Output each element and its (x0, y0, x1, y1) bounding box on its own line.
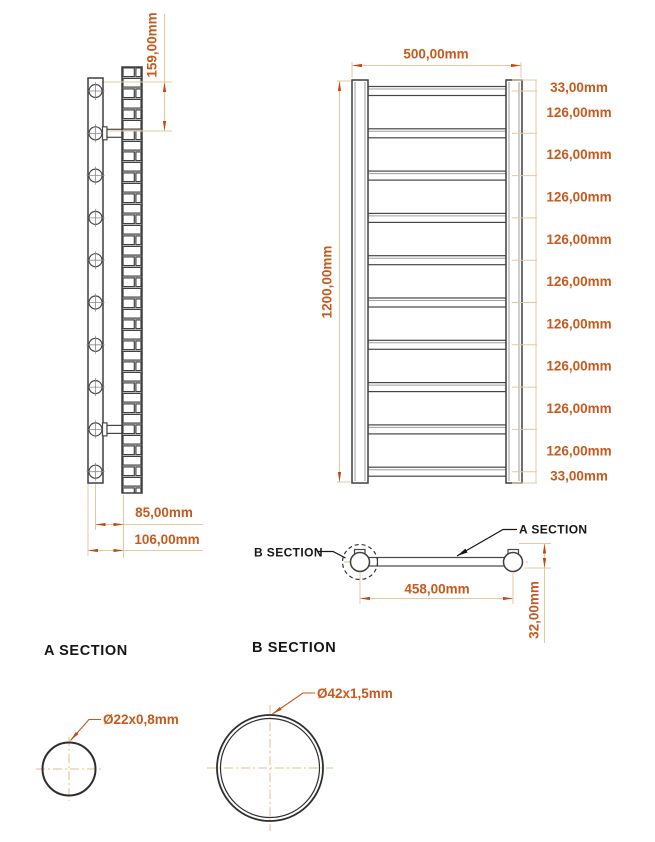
front-view-rungs (368, 87, 506, 477)
dim-label-106: 106,00mm (134, 532, 200, 547)
b-section-spec: Ø42x1,5mm (317, 686, 393, 701)
rung (368, 129, 506, 138)
spacing-label: 33,00mm (550, 80, 608, 95)
callout-a-label: A SECTION (519, 522, 588, 537)
spacing-label: 126,00mm (546, 231, 612, 247)
rung (368, 256, 506, 265)
a-section-spec: Ø22x0,8mm (103, 712, 179, 727)
spacing-label: 126,00mm (546, 274, 612, 290)
tube-plan-left (351, 553, 370, 572)
rung (368, 171, 506, 180)
collector-right (506, 80, 522, 483)
callout-b-label: B SECTION (254, 545, 323, 560)
callout-b-section (254, 546, 346, 560)
rung (368, 340, 506, 349)
rung (368, 298, 506, 307)
b-section-centerlines (207, 705, 333, 831)
rung (368, 87, 506, 96)
tube-plan-right (504, 553, 523, 572)
collector-left (352, 80, 368, 483)
collector-highlights (355, 82, 519, 481)
spacing-label: 126,00mm (546, 401, 612, 416)
rung (368, 425, 506, 434)
a-section-centerlines (36, 737, 102, 801)
dim-total-depth (88, 484, 203, 556)
dim-label-1200: 1200,00mm (319, 245, 335, 319)
rung-plan (369, 558, 505, 567)
spacing-label: 126,00mm (546, 358, 612, 374)
b-section-heading: B SECTION (252, 640, 337, 656)
wall-bracket-bottom (103, 423, 123, 436)
dim-label-500: 500,00mm (403, 46, 469, 62)
spacing-label: 126,00mm (546, 189, 612, 205)
spacing-label: 126,00mm (546, 316, 612, 332)
dim-label-159: 159,00mm (144, 12, 160, 78)
spacing-label: 33,00mm (550, 468, 608, 484)
dim-depth-32 (519, 544, 551, 644)
rung (368, 213, 506, 222)
spacing-label: 126,00mm (546, 443, 612, 459)
spacing-label: 126,00mm (546, 105, 612, 120)
wall-bracket-top (103, 127, 123, 140)
top-view (254, 523, 588, 644)
rung (368, 467, 506, 476)
spacing-label: 126,00mm (546, 147, 612, 163)
side-view (87, 12, 204, 558)
callout-a-section (457, 523, 588, 557)
dim-spacing-chain (512, 80, 612, 484)
dim-height (320, 81, 352, 482)
dim-label-32: 32,00mm (526, 581, 542, 639)
dim-width (352, 47, 521, 79)
a-section-detail (36, 643, 179, 801)
b-section-detail (207, 640, 393, 831)
rung (368, 383, 506, 392)
dim-label-85: 85,00mm (135, 505, 193, 520)
dim-label-458: 458,00mm (404, 581, 470, 597)
front-view (320, 47, 612, 484)
dim-tube-centers (360, 572, 513, 604)
rung-highlights (368, 89, 506, 470)
a-section-heading: A SECTION (44, 643, 128, 659)
